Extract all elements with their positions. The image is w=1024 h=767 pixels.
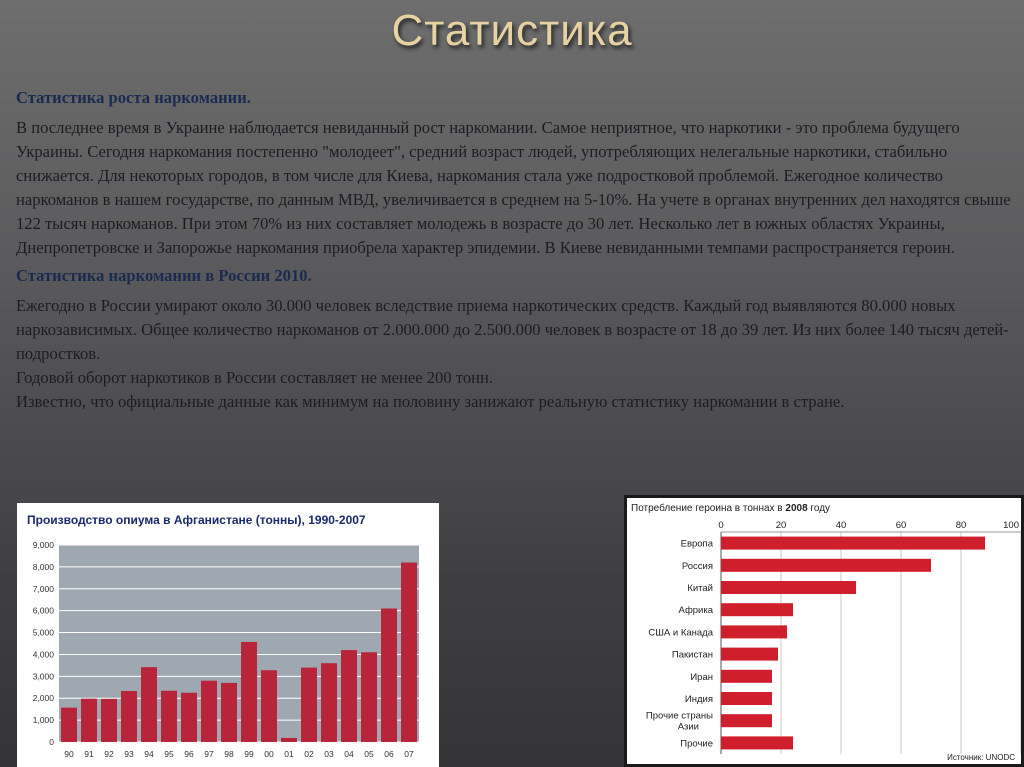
opium-y-tick-label: 9,000 [32, 540, 54, 550]
opium-bar [141, 667, 157, 742]
heroin-category-label: Китай [687, 583, 713, 594]
paragraph-russia-1: Ежегодно в России умирают около 30.000 человек вследствие приема наркотических средств. Каждый год выявляются 80.000 новых наркозависимых. Общее количество наркоманов от 2.000.000 до 2.500.000 человек в возрасте от 18 до 39 лет. Из них более 140 тысяч детей-подростков. [16, 296, 1009, 363]
opium-bar [101, 699, 117, 742]
opium-x-tick-label: 90 [64, 749, 74, 759]
heroin-category-label: Прочие [680, 738, 713, 750]
opium-bar [321, 663, 337, 742]
opium-bar [241, 642, 257, 742]
heading-russia: Статистика наркомании в России 2010. [16, 266, 312, 285]
heroin-bar [721, 714, 772, 727]
heroin-x-tick-label: 100 [1003, 520, 1019, 531]
heroin-category-label: Индия [684, 694, 713, 705]
heroin-bar [721, 736, 793, 749]
opium-x-tick-label: 94 [144, 749, 154, 759]
opium-y-tick-label: 4,000 [32, 649, 54, 660]
opium-x-tick-label: 96 [184, 749, 194, 759]
paragraph-russia-3: Известно, что официальные данные как минимум на половину занижают реальную статистику наркомании в стране. [16, 392, 845, 411]
opium-x-tick-label: 03 [324, 749, 334, 759]
opium-x-tick-label: 01 [284, 749, 294, 759]
opium-bar [121, 691, 137, 742]
opium-y-tick-label: 7,000 [32, 583, 54, 594]
heroin-category-label: Африка [678, 605, 713, 617]
paragraph-ukraine: В последнее время в Украине наблюдается невиданный рост наркомании. Самое неприятное, что наркотики - это проблема будущего Украины. Сегодня наркомания постепенно "молодеет", средний возраст людей, употребляющих нелегальные наркотики, стабильно снижается. Для некоторых городов, в том числе для Киева, наркомания стала уже подростковой проблемой. Ежегодное количество наркоманов в нашем государстве, по данным МВД, увеличивается в среднем на 5-10%. На учете в органах внутренних дел находятся свыше 122 тысяч наркоманов. При этом 70% из них составляет молодежь в возрасте до 30 лет. Несколько лет в южных областях Украины, Днепропетровске и Запорожье наркомания приобрела характер эпидемии. В Киеве невиданными темпами распространяется героин. [16, 118, 1011, 257]
opium-y-tick-label: 6,000 [32, 605, 54, 616]
opium-x-tick-label: 99 [244, 749, 254, 759]
heroin-bar [721, 670, 772, 683]
heroin-bar [721, 559, 931, 572]
opium-x-tick-label: 91 [84, 749, 94, 759]
opium-x-tick-label: 98 [224, 749, 234, 759]
heroin-bar [721, 625, 787, 638]
heroin-category-label: США и Канада [648, 627, 713, 639]
slide-body [16, 86, 1018, 414]
heroin-category-label: Азии [677, 721, 699, 733]
opium-chart-title: Производство опиума в Афганистане (тонны), 1990-2007 [27, 513, 366, 527]
opium-y-tick-label: 2,000 [32, 693, 54, 704]
opium-x-tick-label: 97 [204, 749, 214, 759]
opium-x-tick-label: 06 [384, 749, 394, 759]
opium-bar [301, 668, 317, 742]
heroin-bar [721, 692, 772, 705]
slide-title: Статистика [391, 6, 633, 55]
heroin-category-label: Иран [690, 671, 713, 683]
opium-bar [341, 650, 357, 742]
opium-y-tick-label: 3,000 [32, 671, 54, 682]
opium-y-tick-label: 0 [49, 737, 54, 747]
opium-bar [181, 693, 197, 742]
heroin-bar [721, 603, 793, 616]
heroin-category-label: Пакистан [671, 649, 713, 661]
heroin-chart-title-year: 2008 [785, 503, 808, 514]
opium-bar [261, 670, 277, 742]
opium-x-tick-label: 92 [104, 749, 114, 759]
heroin-category-label: Россия [681, 560, 713, 572]
heroin-x-tick-label: 0 [718, 520, 724, 531]
heroin-chart-title [631, 502, 830, 514]
opium-bar [381, 608, 397, 742]
heroin-x-tick-label: 20 [775, 520, 787, 531]
opium-x-tick-label: 93 [124, 749, 134, 759]
heroin-chart-title-suffix: году [807, 503, 831, 514]
heroin-category-label: Прочие страны [645, 710, 713, 722]
opium-bar [201, 681, 217, 742]
heroin-bar [721, 581, 856, 594]
heroin-chart-source: Источник: UNODC [947, 753, 1015, 762]
paragraph-russia-2: Годовой оборот наркотиков в России составляет не менее 200 тонн. [16, 368, 494, 387]
opium-x-tick-label: 07 [404, 749, 414, 759]
heroin-chart-title-prefix: Потребление героина в тоннах в [631, 503, 786, 514]
opium-y-tick-label: 1,000 [32, 715, 54, 726]
heroin-chart-svg [627, 498, 1021, 764]
opium-bar [161, 691, 177, 742]
opium-x-tick-label: 02 [304, 749, 314, 759]
opium-y-tick-label: 8,000 [32, 561, 54, 572]
heroin-bar [721, 537, 985, 550]
heroin-x-tick-label: 60 [895, 520, 907, 531]
opium-y-tick-label: 5,000 [32, 627, 54, 638]
heroin-category-label: Европа [680, 538, 713, 550]
opium-x-tick-label: 05 [364, 749, 374, 759]
opium-x-tick-label: 00 [264, 749, 274, 759]
heroin-consumption-chart [624, 495, 1024, 767]
opium-x-tick-label: 04 [344, 749, 354, 759]
heroin-bar [721, 648, 778, 661]
opium-bar [361, 652, 377, 742]
opium-bar [81, 699, 97, 742]
opium-x-tick-label: 95 [164, 749, 174, 759]
opium-bar [61, 708, 77, 742]
opium-chart-svg [17, 503, 439, 767]
opium-bar [221, 683, 237, 742]
opium-bar [401, 563, 417, 742]
heroin-x-tick-label: 80 [955, 520, 967, 531]
heroin-x-tick-label: 40 [835, 520, 847, 531]
opium-bar [281, 738, 297, 742]
heading-ukraine: Статистика роста наркомании. [16, 88, 251, 107]
opium-production-chart [17, 503, 439, 767]
